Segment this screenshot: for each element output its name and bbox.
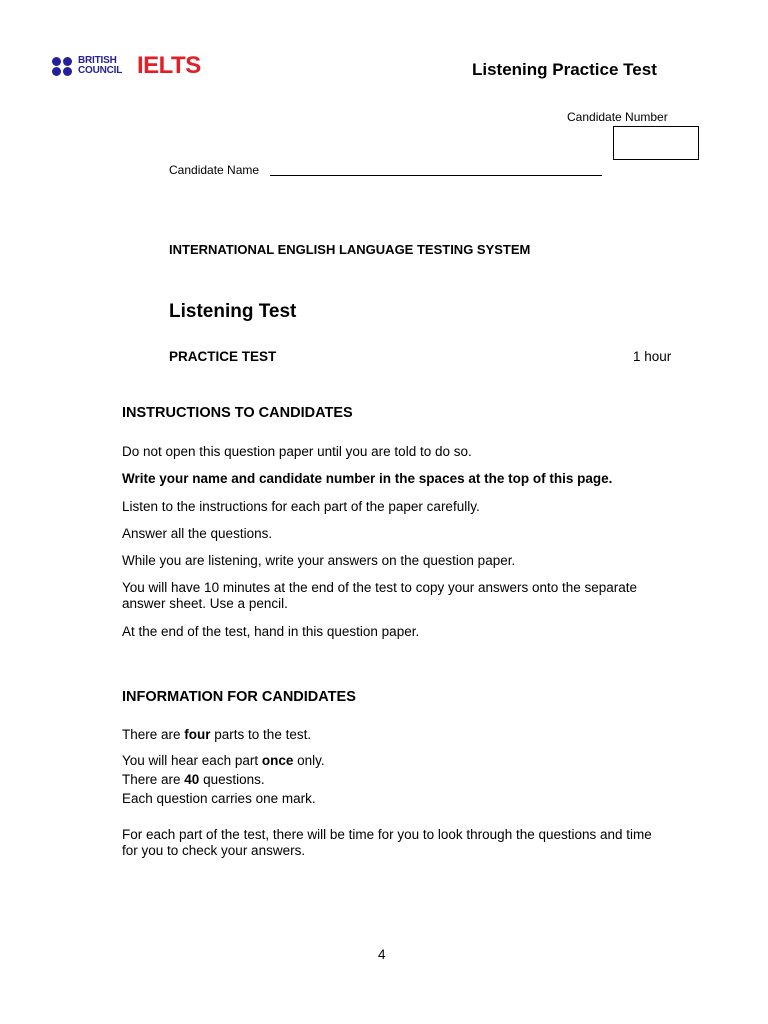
information-line: You will hear each part once only.: [122, 753, 325, 768]
information-line: Each question carries one mark.: [122, 791, 316, 806]
information-heading: INFORMATION FOR CANDIDATES: [122, 689, 356, 705]
candidate-name-field[interactable]: [270, 175, 602, 176]
information-line: For each part of the test, there will be time for you to look through the questions and time for you to check your answers.: [122, 827, 652, 858]
header-title: Listening Practice Test: [472, 60, 657, 79]
instruction-item: Write your name and candidate number in the spaces at the top of this page.: [122, 471, 613, 486]
instruction-item: While you are listening, write your answers on the question paper.: [122, 553, 516, 568]
page-number: 4: [378, 947, 386, 962]
instruction-item: Listen to the instructions for each part of the paper carefully.: [122, 499, 480, 514]
page-title: Listening Test: [169, 301, 297, 322]
instruction-item: Do not open this question paper until you are told to do so.: [122, 444, 472, 459]
instruction-item: You will have 10 minutes at the end of the test to copy your answers onto the separate answer sheet. Use a pencil.: [122, 580, 638, 611]
practice-test-label: PRACTICE TEST: [169, 349, 277, 364]
candidate-number-box[interactable]: [613, 126, 699, 160]
candidate-number-label: Candidate Number: [567, 110, 668, 124]
candidate-name-label: Candidate Name: [169, 163, 260, 177]
instruction-item: At the end of the test, hand in this question paper.: [122, 624, 420, 639]
instruction-item: Answer all the questions.: [122, 526, 273, 541]
instructions-heading: INSTRUCTIONS TO CANDIDATES: [122, 405, 353, 421]
information-line: There are 40 questions.: [122, 772, 265, 787]
duration: 1 hour: [633, 349, 672, 364]
british-council-logo: [52, 56, 128, 78]
british-council-dots-icon: [52, 57, 74, 77]
ielts-logo: IELTS: [137, 52, 201, 79]
information-line: There are four parts to the test.: [122, 727, 312, 742]
british-council-wordmark: BRITISH COUNCIL: [78, 55, 123, 76]
organisation-title: INTERNATIONAL ENGLISH LANGUAGE TESTING SYSTEM: [169, 242, 531, 257]
